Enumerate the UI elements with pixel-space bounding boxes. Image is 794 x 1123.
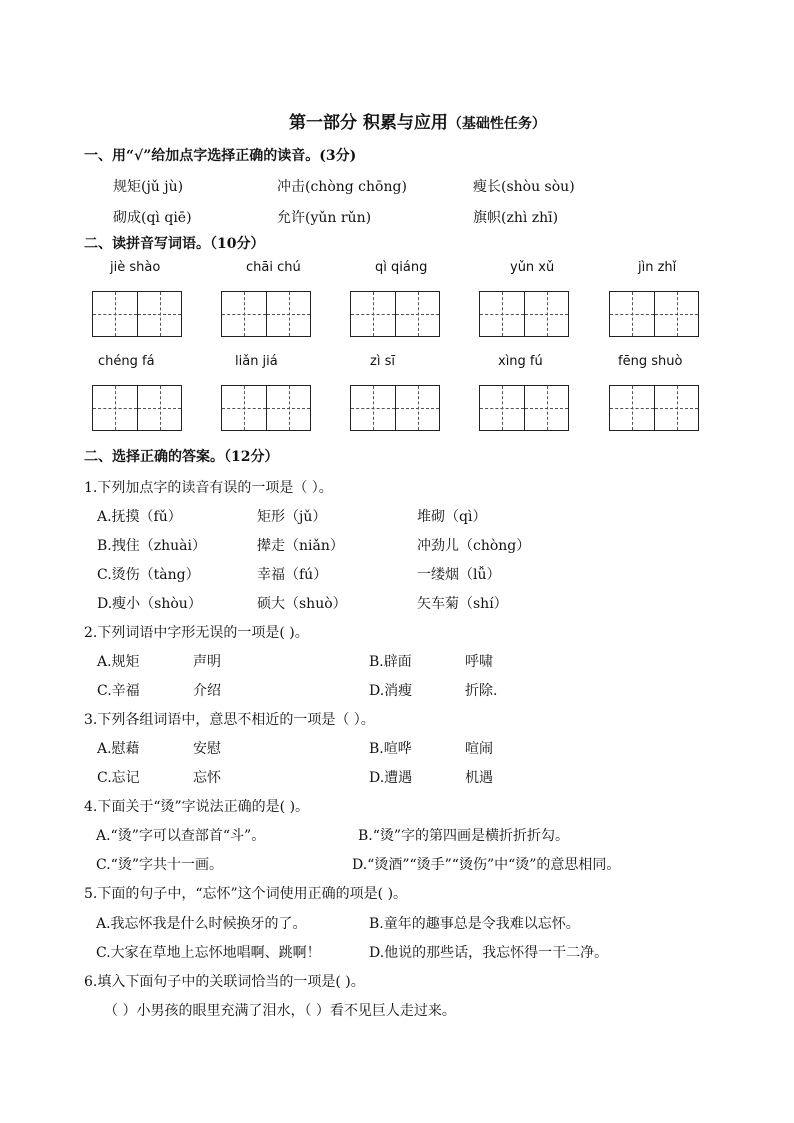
writing-box[interactable]: [351, 292, 395, 336]
sec1-item: 冲击(chòng chōng): [277, 179, 407, 195]
writing-box[interactable]: [524, 292, 568, 336]
option[interactable]: A.抚摸（fǔ）: [97, 509, 182, 525]
writing-box-pair[interactable]: [350, 291, 440, 337]
sec1-item: 瘦长(shòu sòu): [473, 179, 575, 195]
option[interactable]: C.烫伤（tàng）: [97, 567, 200, 583]
page-title: [289, 108, 546, 133]
pinyin-label: jiè shào: [110, 260, 161, 275]
option-word: 折除.: [465, 683, 498, 699]
question-stem: 6.填入下面句子中的关联词恰当的一项是( )。: [84, 974, 365, 990]
option[interactable]: A.“烫”字可以查部首“斗”。: [96, 828, 266, 844]
question-stem: 5.下面的句子中，“忘怀”这个词使用正确的项是( )。: [84, 886, 408, 902]
option[interactable]: A.慰藉: [97, 741, 140, 757]
pinyin-label: zì sī: [370, 354, 395, 369]
writing-box-pair[interactable]: [92, 385, 182, 431]
option[interactable]: 矩形（jǔ）: [257, 509, 327, 525]
writing-box-pair[interactable]: [221, 291, 311, 337]
title-main: 第一部分 积累与应用: [289, 113, 448, 133]
sec1-item: 规矩(jǔ jù): [113, 179, 184, 195]
writing-box-pair[interactable]: [221, 385, 311, 431]
writing-box[interactable]: [266, 386, 310, 430]
writing-box[interactable]: [610, 292, 654, 336]
question-stem: 3.下列各组词语中，意思不相近的一项是（ ）。: [84, 712, 375, 728]
sec1-item: 旗帜(zhì zhī): [473, 210, 559, 226]
pinyin-label: xìng fú: [498, 354, 543, 369]
option[interactable]: B.童年的趣事总是令我难以忘怀。: [369, 916, 580, 932]
writing-box[interactable]: [93, 292, 137, 336]
sec1-item: 砌成(qì qiē): [113, 210, 192, 226]
writing-box[interactable]: [395, 386, 439, 430]
question-stem: 4.下面关于“烫”字说法正确的是( )。: [84, 799, 310, 815]
option[interactable]: B.辟面: [369, 654, 412, 670]
pinyin-label: yǔn xǔ: [510, 260, 555, 275]
writing-box[interactable]: [654, 292, 698, 336]
option-word: 忘怀: [193, 770, 221, 786]
pinyin-label: liǎn jiá: [235, 354, 278, 369]
option[interactable]: 硕大（shuò）: [257, 596, 347, 612]
option[interactable]: 幸福（fú）: [257, 567, 328, 583]
writing-box[interactable]: [93, 386, 137, 430]
option[interactable]: C.“烫”字共十一画。: [96, 857, 223, 873]
question-stem: 2.下列词语中字形无误的一项是( )。: [84, 625, 309, 641]
section-3-heading: 二、选择正确的答案。（12分）: [84, 449, 279, 465]
option[interactable]: A.规矩: [97, 654, 140, 670]
option-word: 机遇: [465, 770, 493, 786]
option[interactable]: D.他说的那些话，我忘怀得一干二净。: [369, 945, 609, 961]
writing-box[interactable]: [137, 386, 181, 430]
writing-box[interactable]: [480, 292, 524, 336]
section-2-heading: 二、读拼音写词语。（10分）: [84, 236, 265, 252]
option[interactable]: 撵走（niǎn）: [257, 538, 344, 554]
writing-box[interactable]: [222, 292, 266, 336]
writing-box[interactable]: [610, 386, 654, 430]
option[interactable]: D.消瘦: [369, 683, 413, 699]
question-stem: 1.下列加点字的读音有误的一项是（ ）。: [84, 480, 333, 496]
option[interactable]: B.“烫”字的第四画是横折折折勾。: [358, 828, 570, 844]
option[interactable]: D.遭遇: [369, 770, 413, 786]
fill-in-sentence[interactable]: （ ）小男孩的眼里充满了泪水，（ ）看不见巨人走过来。: [104, 1003, 456, 1019]
writing-box-pair[interactable]: [609, 291, 699, 337]
writing-box[interactable]: [654, 386, 698, 430]
writing-box[interactable]: [266, 292, 310, 336]
option[interactable]: 一缕烟（lǚ）: [417, 567, 501, 583]
option[interactable]: 堆砌（qì）: [417, 509, 487, 525]
option[interactable]: B.喧哗: [369, 741, 412, 757]
sec1-item: 允许(yǔn rǔn): [277, 210, 372, 226]
option-word: 喧闹: [465, 741, 493, 757]
option-word: 安慰: [193, 741, 221, 757]
option[interactable]: B.拽住（zhuài）: [97, 538, 206, 554]
section-1-heading: 一、用“√”给加点字选择正确的读音。(3分): [84, 148, 357, 164]
writing-box-pair[interactable]: [479, 385, 569, 431]
writing-box[interactable]: [351, 386, 395, 430]
option[interactable]: 冲劲儿（chòng）: [417, 538, 531, 554]
writing-box-pair[interactable]: [609, 385, 699, 431]
option[interactable]: C.辛福: [97, 683, 140, 699]
option-word: 声明: [193, 654, 221, 670]
option[interactable]: 矢车菊（shí）: [417, 596, 508, 612]
writing-box[interactable]: [395, 292, 439, 336]
writing-box[interactable]: [137, 292, 181, 336]
pinyin-label: qì qiáng: [375, 260, 428, 275]
option[interactable]: D.“烫酒”“烫手”“烫伤”中“烫”的意思相同。: [352, 857, 621, 873]
option-word: 呼啸: [465, 654, 493, 670]
option[interactable]: C.忘记: [97, 770, 140, 786]
writing-box-pair[interactable]: [479, 291, 569, 337]
writing-box-pair[interactable]: [350, 385, 440, 431]
pinyin-label: chéng fá: [98, 354, 155, 369]
writing-box[interactable]: [480, 386, 524, 430]
writing-box[interactable]: [222, 386, 266, 430]
pinyin-label: fēng shuò: [618, 354, 683, 369]
pinyin-label: jìn zhǐ: [638, 260, 677, 275]
option-word: 介绍: [193, 683, 221, 699]
option[interactable]: D.瘦小（shòu）: [97, 596, 202, 612]
pinyin-label: chāi chú: [246, 260, 301, 275]
option[interactable]: A.我忘怀我是什么时候换牙的了。: [96, 916, 307, 932]
option[interactable]: C.大家在草地上忘怀地唱啊、跳啊！: [96, 945, 321, 961]
writing-box[interactable]: [524, 386, 568, 430]
title-sub: （基础性任务）: [447, 116, 546, 132]
writing-box-pair[interactable]: [92, 291, 182, 337]
